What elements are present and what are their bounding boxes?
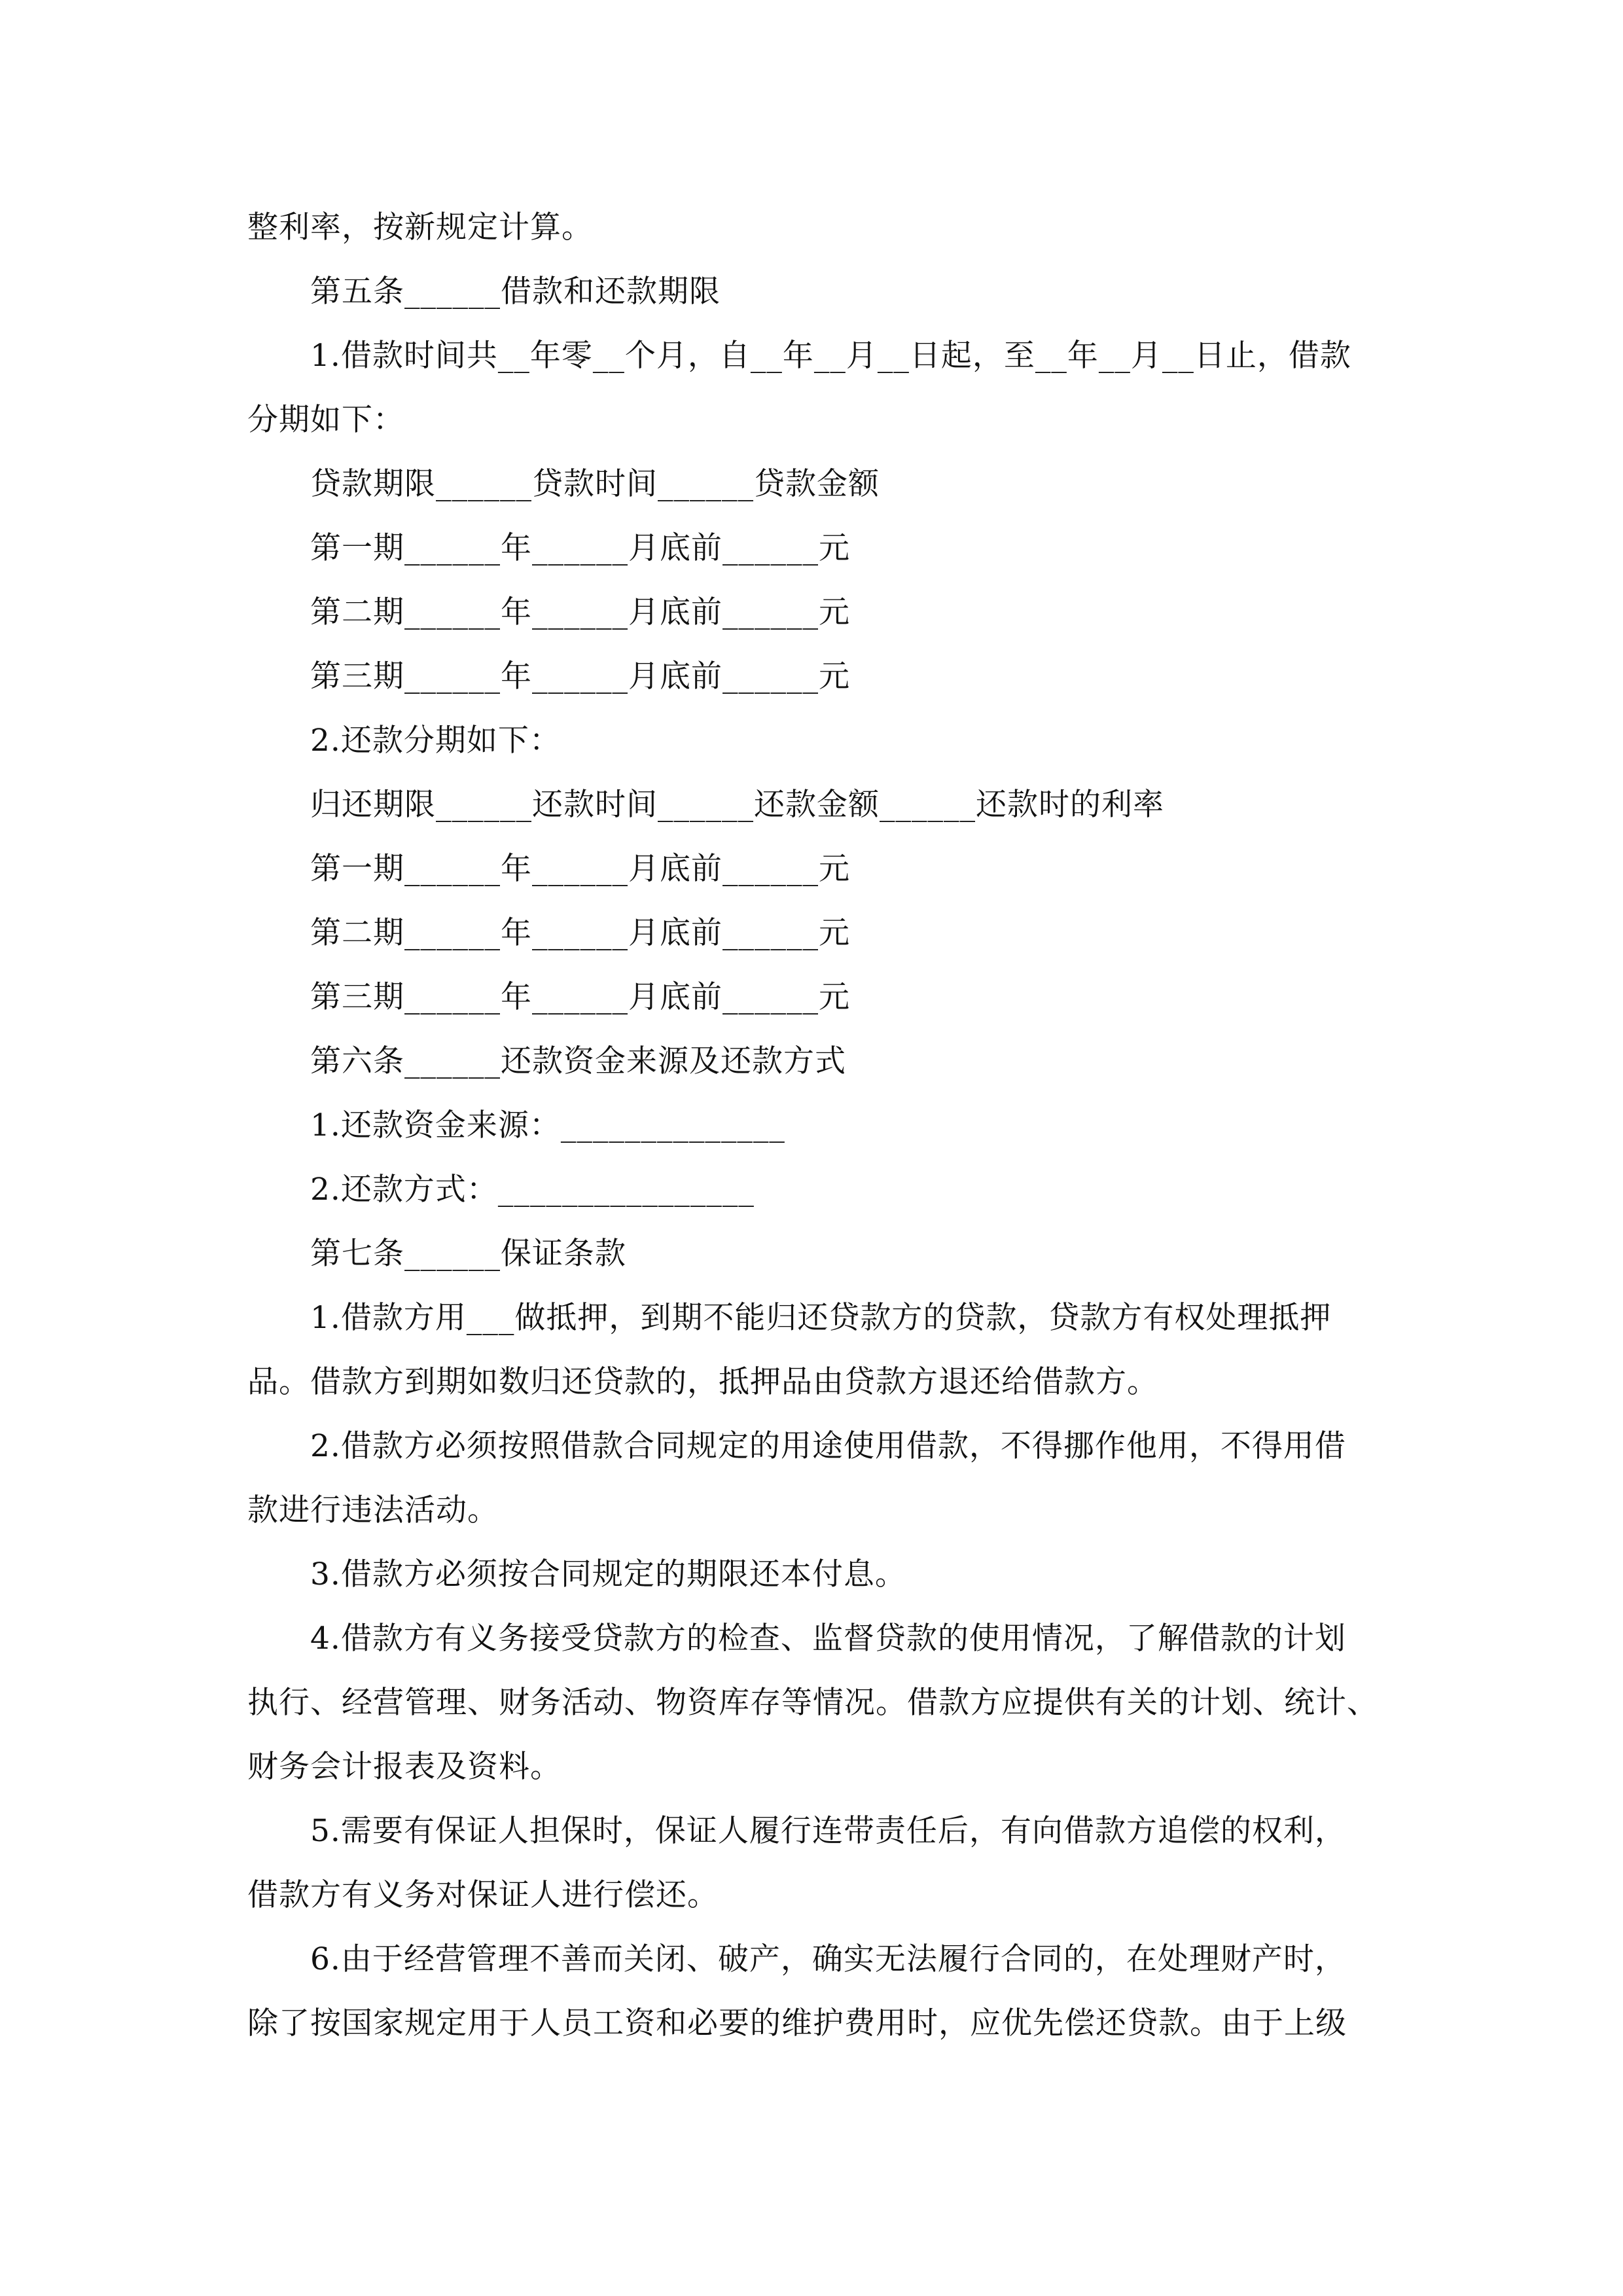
schedule-row: 第一期______年______月底前______元 (310, 851, 850, 887)
text-line: 1.还款资金来源：______________ (310, 1107, 785, 1143)
text-line: 分期如下： (247, 402, 404, 438)
text-line: 1.借款方用___做抵押，到期不能归还贷款方的贷款，贷款方有权处理抵押 (310, 1300, 1332, 1336)
text-line: 品。借款方到期如数归还贷款的，抵押品由贷款方退还给借款方。 (247, 1364, 1158, 1400)
text-line: 5.需要有保证人担保时，保证人履行连带责任后，有向借款方追偿的权利， (310, 1813, 1346, 1849)
schedule-row: 第三期______年______月底前______元 (310, 658, 850, 694)
text-line: 2.还款方式：________________ (310, 1172, 755, 1208)
text-line: 4.借款方有义务接受贷款方的检查、监督贷款的使用情况，了解借款的计划 (310, 1621, 1346, 1657)
text-line: 财务会计报表及资料。 (247, 1749, 562, 1785)
text-line: 借款方有义务对保证人进行偿还。 (247, 1877, 719, 1913)
text-line: 整利率，按新规定计算。 (247, 209, 593, 245)
text-line: 2.还款分期如下： (310, 723, 561, 759)
article-heading: 第五条______借款和还款期限 (310, 274, 721, 310)
schedule-row: 第一期______年______月底前______元 (310, 530, 850, 566)
article-heading: 第七条______保证条款 (310, 1236, 626, 1272)
text-line: 1.借款时间共__年零__个月，自__年__月__日起，至__年__月__日止，借款 (310, 338, 1351, 374)
schedule-header: 归还期限______还款时间______还款金额______还款时的利率 (310, 787, 1164, 823)
text-line: 款进行违法活动。 (247, 1492, 499, 1528)
text-line: 除了按国家规定用于人员工资和必要的维护费用时，应优先偿还贷款。由于上级 (247, 2005, 1347, 2041)
schedule-row: 第二期______年______月底前______元 (310, 915, 850, 951)
text-line: 执行、经营管理、财务活动、物资库存等情况。借款方应提供有关的计划、统计、 (247, 1685, 1378, 1721)
schedule-header: 贷款期限______贷款时间______贷款金额 (310, 466, 880, 502)
text-line: 3.借款方必须按合同规定的期限还本付息。 (310, 1556, 906, 1592)
text-line: 6.由于经营管理不善而关闭、破产，确实无法履行合同的，在处理财产时， (310, 1941, 1346, 1977)
schedule-row: 第三期______年______月底前______元 (310, 979, 850, 1015)
schedule-row: 第二期______年______月底前______元 (310, 594, 850, 630)
text-line: 2.借款方必须按照借款合同规定的用途使用借款，不得挪作他用，不得用借 (310, 1428, 1346, 1464)
article-heading: 第六条______还款资金来源及还款方式 (310, 1043, 846, 1079)
